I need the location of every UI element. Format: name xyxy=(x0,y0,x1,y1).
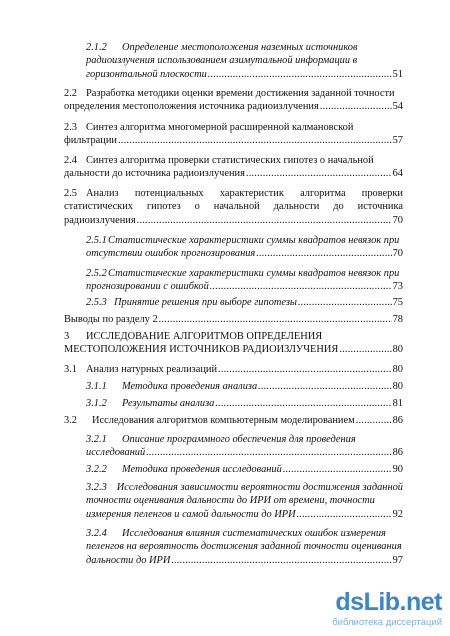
entry-number: 2.4 xyxy=(64,155,77,166)
dslib-watermark-logo[interactable] xyxy=(332,588,446,632)
page-number: 70 xyxy=(392,248,403,260)
page-number: 80 xyxy=(392,381,403,392)
toc-entry[interactable] xyxy=(86,267,403,294)
entry-number: 3 xyxy=(64,331,70,342)
entry-number: 3.2.3 xyxy=(86,482,107,493)
entry-number: 3.1.1 xyxy=(86,381,107,392)
entry-title: Результаты анализа xyxy=(122,398,215,409)
dot-leader xyxy=(208,68,392,81)
page-number: 57 xyxy=(392,135,403,147)
toc-entry[interactable] xyxy=(86,380,403,393)
entry-title: исследований xyxy=(86,447,146,459)
dot-leader xyxy=(283,463,392,476)
entry-title: Синтез алгоритма проверки статистических гипотез о начальной xyxy=(86,155,374,166)
entry-number: 2.1.2 xyxy=(86,42,107,53)
entry-title: дальности до ИРИ xyxy=(86,554,171,566)
entry-number: 3.2.2 xyxy=(86,464,107,475)
entry-title: Исследования алгоритмов компьютерным моделированием xyxy=(92,415,355,426)
page-number: 90 xyxy=(392,464,403,475)
entry-title: радиоизлучения xyxy=(64,214,136,226)
entry-title: отсутствии ошибок прогнозирования xyxy=(86,248,256,260)
entry-title: Принятие решения при выборе гипотезы xyxy=(114,297,297,308)
entry-title: горизонтальной плоскости xyxy=(86,68,207,80)
entry-number: 2.3 xyxy=(64,122,77,133)
entry-number: 2.5.2 xyxy=(86,268,107,279)
entry-title: Методика проведения исследований xyxy=(122,464,282,475)
entry-number: 3.2.1 xyxy=(86,434,107,445)
dot-leader xyxy=(215,397,391,410)
page-number: 80 xyxy=(392,344,403,356)
dot-leader xyxy=(298,296,392,309)
entry-title: Исследования влияния систематических ошибок измерения xyxy=(122,528,386,539)
entry-title: Статистические характеристики суммы квадратов невязок при xyxy=(108,235,400,246)
dot-leader xyxy=(356,414,392,427)
entry-title: Выводы по разделу 2 xyxy=(64,314,158,325)
entry-title: Разработка методики оценки времени достижения заданной точности xyxy=(86,88,395,99)
page-number: 64 xyxy=(392,168,403,180)
entry-number: 2.2 xyxy=(64,88,77,99)
dot-leader xyxy=(171,554,391,567)
entry-title: Определение местоположения наземных источников xyxy=(122,42,358,53)
watermark-subtitle: библиотека диссертаций xyxy=(332,617,442,628)
toc-entry[interactable] xyxy=(64,87,403,114)
dot-leader xyxy=(218,363,392,376)
dot-leader xyxy=(297,508,392,521)
toc-entry[interactable] xyxy=(86,481,403,521)
toc-entry[interactable] xyxy=(86,527,403,567)
entry-number: 3.1 xyxy=(64,364,77,375)
page-number: 51 xyxy=(392,68,403,80)
entry-title: Описание программного обеспечения для проведения xyxy=(122,434,356,445)
page-number: 81 xyxy=(392,398,403,409)
dot-leader xyxy=(137,214,392,227)
watermark-brand: dsLib.net xyxy=(335,588,442,616)
entry-number: 3.2 xyxy=(64,415,77,426)
dot-leader xyxy=(256,247,391,260)
toc-entry[interactable] xyxy=(64,121,403,148)
toc-entry[interactable] xyxy=(64,187,403,227)
toc-entry[interactable] xyxy=(86,433,403,460)
dot-leader xyxy=(118,134,392,147)
entry-title: Методика проведения анализа xyxy=(122,381,258,392)
page-number: 73 xyxy=(392,281,403,293)
entry-number: 3.1.2 xyxy=(86,398,107,409)
entry-number: 2.5.3 xyxy=(86,297,107,308)
entry-title: определения местоположения источника радиоизлучения xyxy=(64,101,319,113)
entry-title: Анализ натурных реализаций xyxy=(86,364,218,375)
dot-leader xyxy=(246,167,392,180)
dot-leader xyxy=(258,380,391,393)
entry-number: 2.5 xyxy=(64,188,77,199)
entry-title: дальности до источника радиоизлучения xyxy=(64,168,245,180)
entry-title: Статистические характеристики суммы квадратов невязок при xyxy=(108,268,400,279)
dot-leader xyxy=(320,100,392,113)
page-number: 92 xyxy=(392,508,403,520)
entry-title: МЕСТОПОЛОЖЕНИЯ ИСТОЧНИКОВ РАДИОИЗЛУЧЕНИЯ xyxy=(64,344,339,356)
entry-title: прогнозировании с ошибкой xyxy=(86,281,209,293)
toc-entry[interactable] xyxy=(64,414,403,427)
dot-leader xyxy=(339,343,391,356)
dot-leader xyxy=(159,313,392,326)
page-number: 75 xyxy=(392,297,403,308)
toc-entry[interactable] xyxy=(64,363,403,376)
toc-entry[interactable] xyxy=(86,397,403,410)
entry-title: Синтез алгоритма многомерной расширенной калмановской xyxy=(86,122,354,133)
page-number: 86 xyxy=(392,415,403,426)
toc-entry[interactable] xyxy=(86,41,403,81)
dot-leader xyxy=(146,446,391,459)
toc-entry[interactable] xyxy=(64,330,403,357)
entry-number: 2.5.1 xyxy=(86,235,107,246)
toc-entry[interactable] xyxy=(86,463,403,476)
entry-title: статистических гипотез о начальной дальности до источника xyxy=(64,201,403,213)
toc-entry[interactable] xyxy=(86,296,403,309)
dot-leader xyxy=(210,280,392,293)
toc-entry[interactable] xyxy=(86,234,403,261)
entry-title: Исследования зависимости вероятности достижения заданной xyxy=(116,482,403,493)
page-number: 97 xyxy=(392,554,403,566)
entry-title: точности оценивания дальности до ИРИ от времени, точности xyxy=(86,495,375,507)
entry-title: Анализ потенциальных характеристик алгоритма проверки xyxy=(86,188,403,199)
page-number: 86 xyxy=(392,447,403,459)
page-number: 80 xyxy=(392,364,403,375)
page-number: 70 xyxy=(392,214,403,226)
entry-title: фильтрации xyxy=(64,135,117,147)
page-number: 78 xyxy=(392,314,403,325)
entry-title: радиоизлучения использованием азимутальной информации в xyxy=(86,55,358,67)
entry-title: измерения пеленгов и самой дальности до ИРИ xyxy=(86,508,296,520)
entry-number: 3.2.4 xyxy=(86,528,107,539)
entry-title: ИССЛЕДОВАНИЕ АЛГОРИТМОВ ОПРЕДЕЛЕНИЯ xyxy=(86,331,323,342)
page-number: 54 xyxy=(392,101,403,113)
entry-title: пеленгов на вероятность достижения заданной точности оценивания xyxy=(86,541,402,553)
toc-entry[interactable] xyxy=(64,154,403,181)
toc-entry[interactable] xyxy=(64,313,403,326)
